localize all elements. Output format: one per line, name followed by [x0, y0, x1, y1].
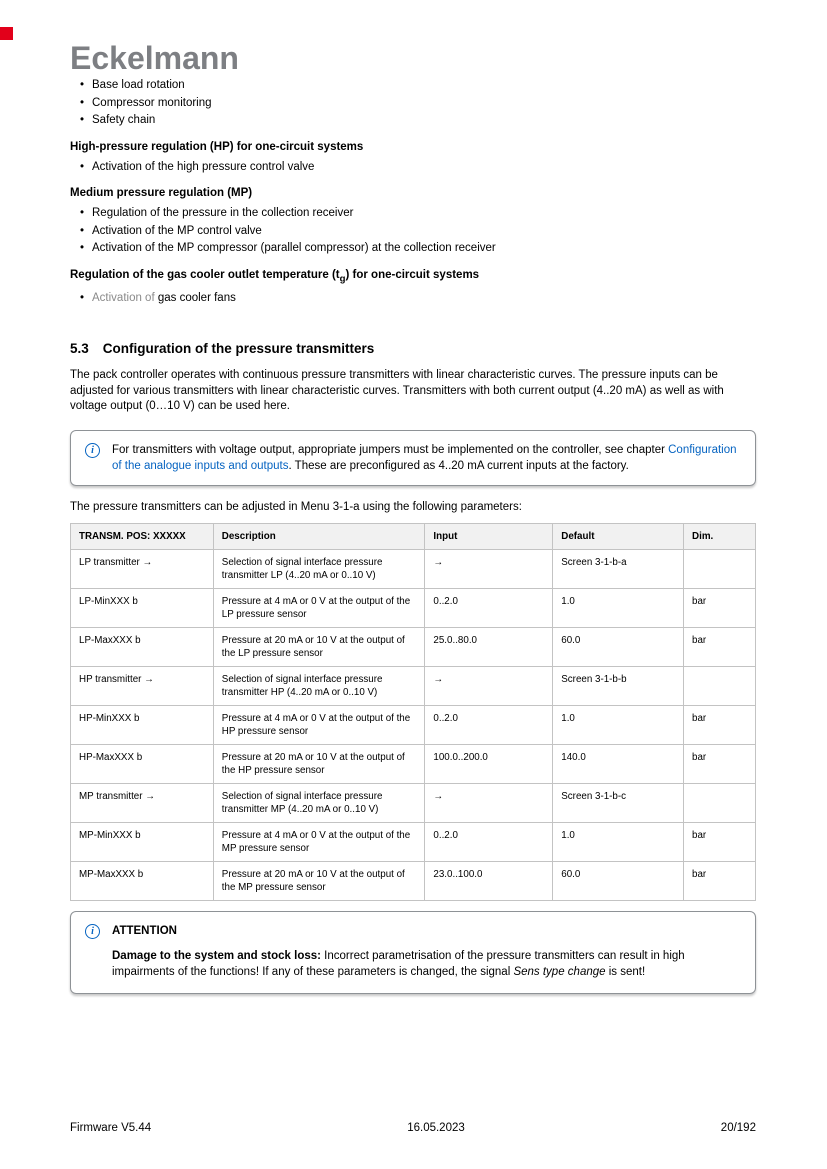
info-icon: i — [85, 443, 100, 458]
cell-default: 140.0 — [553, 745, 684, 784]
eckelmann-logo: Eckelmann — [70, 40, 239, 76]
bullet-icon: • — [80, 79, 85, 91]
heading-text: ) for one-circuit systems — [345, 268, 480, 281]
hp-regulation-heading: High-pressure regulation (HP) for one-circuit systems — [70, 140, 364, 153]
list-item — [80, 205, 756, 223]
table-row — [71, 550, 756, 589]
cell-dim — [684, 667, 756, 706]
cell-default: 1.0 — [553, 589, 684, 628]
attention-header — [85, 923, 741, 939]
heading-text: Regulation of the gas cooler outlet temperature (t — [70, 268, 340, 281]
list-item-label: Base load rotation — [92, 79, 185, 91]
cell-pos: MP-MaxXXX b — [71, 862, 214, 901]
list-item — [80, 159, 756, 177]
cell-default: 60.0 — [553, 628, 684, 667]
list-item-label: Regulation of the pressure in the collection receiver — [92, 207, 354, 219]
attention-signal-name: Sens type change — [513, 966, 606, 979]
info-note-box — [70, 430, 756, 486]
list-item-label: Activation of the MP compressor (parallel compressor) at the collection receiver — [92, 242, 496, 254]
note-text-after: . These are preconfigured as 4..20 mA current inputs at the factory. — [288, 459, 629, 472]
list-item — [80, 95, 756, 113]
column-header-description: Description — [213, 524, 425, 550]
pressure-transmitter-table — [70, 523, 756, 901]
cell-default: 1.0 — [553, 823, 684, 862]
bullet-icon: • — [80, 96, 85, 109]
cell-pos: HP-MinXXX b — [71, 706, 214, 745]
intro-bullet-list — [70, 77, 756, 130]
list-item-label: Activation of the high pressure control valve — [92, 160, 315, 173]
hp-bullet-list — [70, 159, 756, 177]
mp-regulation-heading: Medium pressure regulation (MP) — [70, 187, 253, 199]
list-item — [80, 77, 756, 95]
cell-description: Pressure at 20 mA or 10 V at the output of the HP pressure sensor — [213, 745, 425, 784]
column-header-pos: TRANSM. POS: XXXXX — [71, 524, 214, 550]
list-item-label: Activation of the MP control valve — [92, 224, 262, 237]
table-header-row — [71, 524, 756, 550]
table-row — [71, 667, 756, 706]
info-icon: i — [85, 924, 100, 939]
bullet-icon: • — [80, 114, 85, 126]
section-number: 5.3 — [70, 341, 89, 357]
cell-description: Selection of signal interface pressure transmitter LP (4..20 mA or 0..10 V) — [213, 550, 425, 589]
bullet-icon: • — [80, 242, 85, 254]
cell-pos: MP-MinXXX b — [71, 823, 214, 862]
cell-input: 0..2.0 — [425, 589, 553, 628]
column-header-dim: Dim. — [684, 524, 756, 550]
footer-page-number: 20/192 — [720, 1122, 756, 1134]
cell-input: 25.0..80.0 — [425, 628, 553, 667]
cell-input: 100.0..200.0 — [425, 745, 553, 784]
footer-firmware-version: Firmware V5.44 — [70, 1122, 152, 1134]
section-title: Configuration of the pressure transmitters — [102, 341, 375, 357]
table-row — [71, 589, 756, 628]
heading-subscript: g — [339, 272, 346, 284]
attention-body — [112, 948, 741, 980]
cell-description: Pressure at 20 mA or 10 V at the output of the LP pressure sensor — [213, 628, 425, 667]
cell-description: Selection of signal interface pressure transmitter MP (4..20 mA or 0..10 V) — [213, 784, 425, 823]
list-item-label: Safety chain — [92, 114, 156, 126]
list-item-label: Compressor monitoring — [92, 96, 212, 109]
footer-date: 16.05.2023 — [407, 1122, 465, 1134]
cell-input: 0..2.0 — [425, 823, 553, 862]
table-row — [71, 784, 756, 823]
gas-cooler-bullet-list — [70, 290, 756, 308]
cell-description: Pressure at 4 mA or 0 V at the output of the HP pressure sensor — [213, 706, 425, 745]
analogue-config-link[interactable]: Configuration of the analogue inputs and outputs — [112, 443, 737, 472]
list-item — [80, 112, 756, 130]
cell-pos: HP-MaxXXX b — [71, 745, 214, 784]
cell-description: Selection of signal interface pressure transmitter HP (4..20 mA or 0..10 V) — [213, 667, 425, 706]
cell-description: Pressure at 4 mA or 0 V at the output of the LP pressure sensor — [213, 589, 425, 628]
table-row — [71, 706, 756, 745]
attention-text-end: is sent! — [605, 966, 646, 979]
attention-bold-lead: Damage to the system and stock loss: — [112, 950, 321, 963]
cell-dim: bar — [684, 745, 756, 784]
cell-dim: bar — [684, 628, 756, 667]
list-item-label: gas cooler fans — [157, 291, 236, 304]
cell-dim: bar — [684, 862, 756, 901]
cell-default: 60.0 — [553, 862, 684, 901]
table-row — [71, 745, 756, 784]
info-note-text — [112, 442, 741, 474]
cell-dim — [684, 784, 756, 823]
cell-pos: LP transmitter → — [71, 550, 214, 589]
table-row — [71, 628, 756, 667]
cell-input: 0..2.0 — [425, 706, 553, 745]
cell-default: Screen 3-1-b-b — [553, 667, 684, 706]
column-header-input: Input — [425, 524, 553, 550]
cell-dim: bar — [684, 823, 756, 862]
bullet-icon: • — [80, 291, 85, 304]
cell-default: Screen 3-1-b-c — [553, 784, 684, 823]
table-intro-paragraph: The pressure transmitters can be adjusted in Menu 3-1-a using the following parameters: — [70, 500, 522, 513]
attention-box — [70, 911, 756, 994]
cell-input: → — [425, 667, 553, 706]
gas-cooler-heading — [70, 268, 756, 286]
column-header-default: Default — [553, 524, 684, 550]
cell-input: 23.0..100.0 — [425, 862, 553, 901]
cell-input: → — [425, 784, 553, 823]
brand-accent-square — [0, 27, 13, 40]
cell-dim — [684, 550, 756, 589]
bullet-icon: • — [80, 207, 85, 219]
attention-text: Incorrect parametrisation of the pressure transmitters can result in high impairments of the functions! If any of these parameters is changed, the signal — [112, 950, 685, 979]
list-item-label-gray: Activation of — [92, 291, 158, 304]
attention-title: ATTENTION — [112, 925, 177, 938]
cell-pos: HP transmitter → — [71, 667, 214, 706]
cell-description: Pressure at 4 mA or 0 V at the output of the MP pressure sensor — [213, 823, 425, 862]
cell-default: Screen 3-1-b-a — [553, 550, 684, 589]
table-row — [71, 823, 756, 862]
page-footer — [70, 1122, 756, 1134]
list-item — [80, 290, 756, 308]
bullet-icon: • — [80, 224, 85, 237]
bullet-icon: • — [80, 160, 85, 173]
list-item — [80, 240, 756, 258]
cell-pos: LP-MaxXXX b — [71, 628, 214, 667]
cell-description: Pressure at 20 mA or 10 V at the output of the MP pressure sensor — [213, 862, 425, 901]
cell-input: → — [425, 550, 553, 589]
cell-dim: bar — [684, 706, 756, 745]
page-content — [70, 0, 756, 994]
intro-paragraph: The pack controller operates with continuous pressure transmitters with linear characteristic curves. The pressure inputs can be adjusted for various transmitters with linear characteristic curves. Transmitters with both current output (4..20 mA) as well as with voltage output (0…10 V) can be used here. — [70, 369, 724, 413]
mp-bullet-list — [70, 205, 756, 258]
cell-pos: LP-MinXXX b — [71, 589, 214, 628]
note-text-before: For transmitters with voltage output, appropriate jumpers must be implemented on the controller, see chapter — [112, 443, 669, 456]
cell-dim: bar — [684, 589, 756, 628]
list-item — [80, 223, 756, 241]
cell-default: 1.0 — [553, 706, 684, 745]
section-heading — [70, 341, 756, 356]
cell-pos: MP transmitter → — [71, 784, 214, 823]
table-row — [71, 862, 756, 901]
